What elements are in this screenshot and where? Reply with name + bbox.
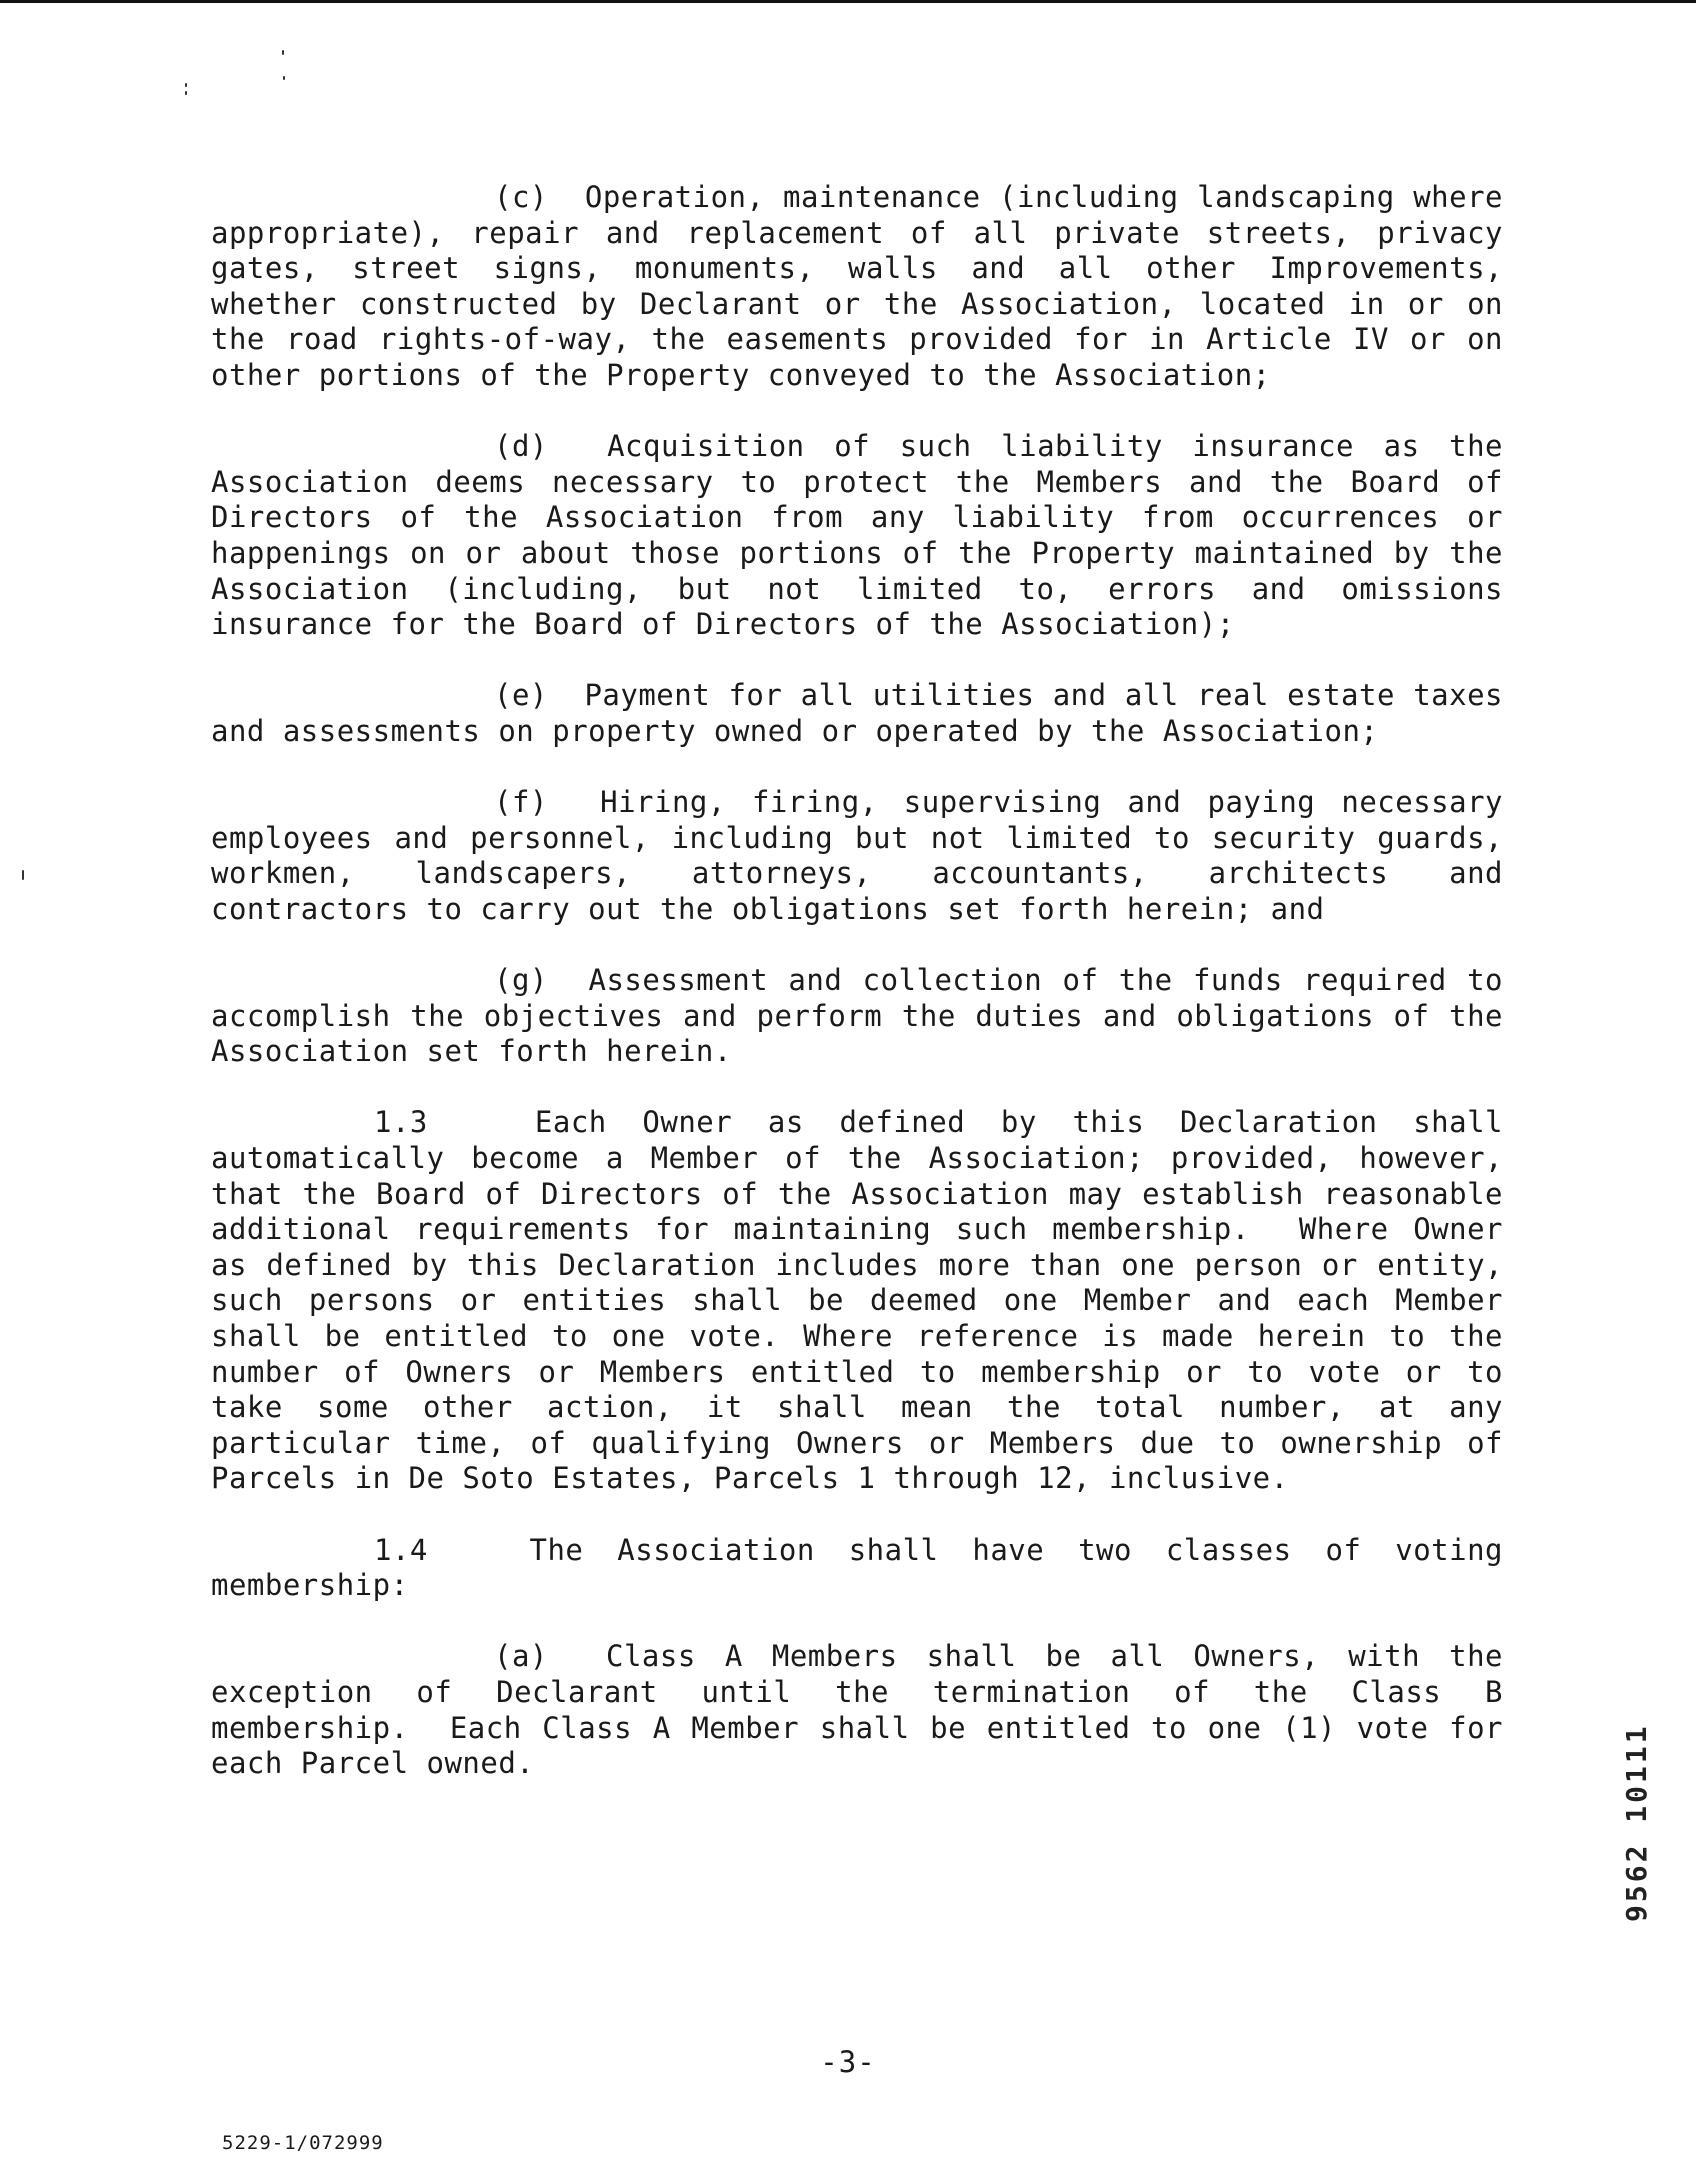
paragraph-a-class-a: (a) Class A Members shall be all Owners, with the exception of Declarant until the termination of the Class B membership. Each Class A Member shall be entitled to one (1) vote for each Parcel owned. [211, 1639, 1503, 1781]
paragraph-c: (c) Operation, maintenance (including landscaping where appropriate), repair and replacement of all private streets, privacy gates, street signs, monuments, walls and all other Improvements, whether constructed by Declarant or the Association, located in or on the road rights-of-way, the easements provided for in Article IV or on other portions of the Property conveyed to the Association; [211, 180, 1503, 392]
document-code: 5229-1/072999 [222, 2132, 384, 2154]
scan-speck [185, 83, 187, 87]
paragraph-f: (f) Hiring, firing, supervising and paying necessary employees and personnel, including but not limited to security guards, workmen, landscapers, attorneys, accountants, architects and contractors to carry out the obligations set forth herein; and [211, 785, 1503, 926]
scan-top-edge [0, 0, 1696, 3]
paragraph-e: (e) Payment for all utilities and all real estate taxes and assessments on property owned or operated by the Association; [211, 678, 1503, 748]
paragraph-d: (d) Acquisition of such liability insurance as the Association deems necessary to protect the Members and the Board of Directors of the Association from any liability from occurrences or happenings on or about those portions of the Property maintained by the Association (including, but not limited to, errors and omissions insurance for the Board of Directors of the Association); [211, 429, 1503, 642]
stamp-text: 9562 10111 [1620, 1723, 1653, 1922]
scan-speck [22, 870, 24, 880]
document-body [211, 180, 1503, 1782]
scan-speck [185, 91, 187, 95]
scan-speck [283, 76, 285, 80]
scan-speck [282, 50, 284, 55]
paragraph-g: (g) Assessment and collection of the funds required to accomplish the objectives and perform the duties and obligations of the Association set forth herein. [211, 963, 1503, 1069]
stamp-graphic [1620, 1592, 1656, 1922]
page-number: -3- [820, 2045, 876, 2079]
section-1-4: 1.4 The Association shall have two classes of voting membership: [211, 1532, 1503, 1603]
section-1-3: 1.3 Each Owner as defined by this Declaration shall automatically become a Member of the Association; provided, however, that the Board of Directors of the Association may establish reasonable additional requirements for maintaining such membership. Where Owner as defined by this Declaration includes more than one person or entity, such persons or entities shall be deemed one Member and each Member shall be entitled to one vote. Where reference is made herein to the number of Owners or Members entitled to membership or to vote or to take some other action, it shall mean the total number, at any particular time, of qualifying Owners or Members due to ownership of Parcels in De Soto Estates, Parcels 1 through 12, inclusive. [211, 1105, 1503, 1496]
margin-book-page-stamp [1620, 1592, 1656, 1922]
